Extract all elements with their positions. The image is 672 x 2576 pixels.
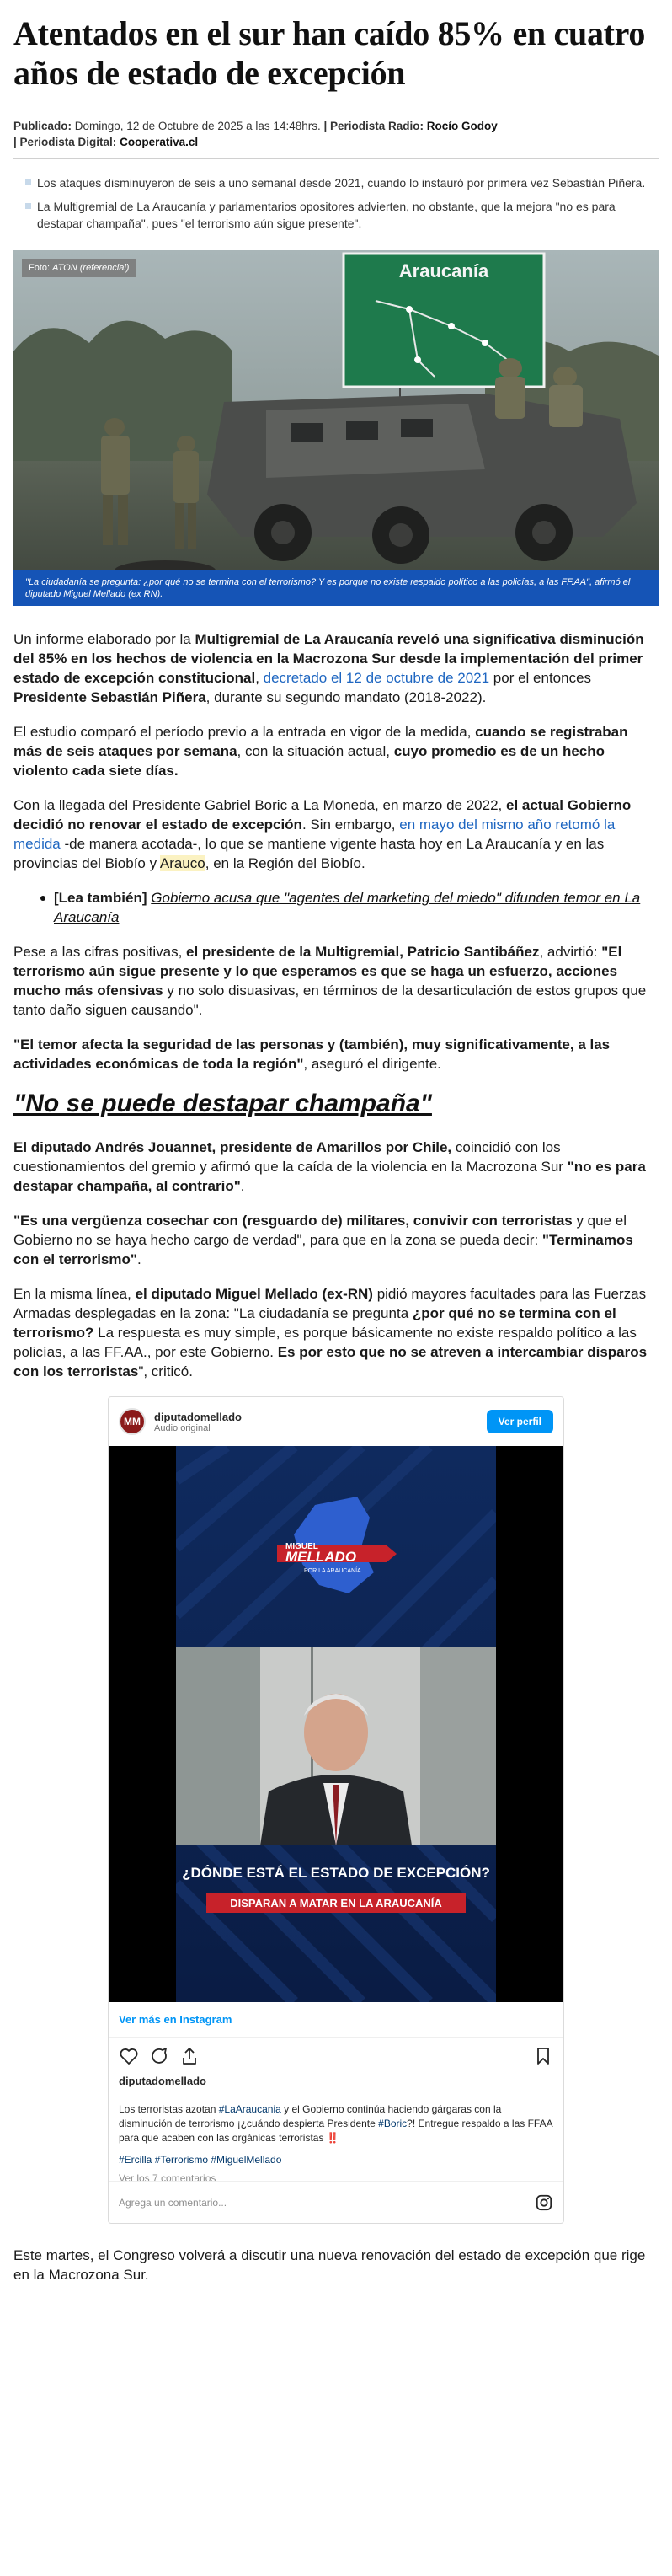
decree-link[interactable]: decretado el 12 de octubre de 2021 (263, 670, 490, 686)
bold-text: Es por esto que no se atreven a intercambiar disparos con los terroristas (13, 1344, 648, 1379)
view-profile-button[interactable]: Ver perfil (487, 1410, 553, 1433)
text: , advirtió: (539, 944, 602, 960)
bold-text: el actual Gobierno decidió no renovar el estado de excepción (13, 797, 632, 833)
comment-icon[interactable] (149, 2046, 169, 2066)
digital-journalist-label: | Periodista Digital: (13, 136, 117, 148)
photo-credit-value: ATON (referencial) (52, 263, 130, 273)
text: , (255, 670, 264, 686)
hashtag-link[interactable]: #Boric (378, 2118, 408, 2129)
logo-line2: MELLADO (285, 1549, 357, 1565)
read-also (13, 888, 659, 927)
photo-credit-label: Foto: (29, 263, 51, 273)
bold-text: cuando se registraban más de seis ataques por semana (13, 724, 628, 759)
byline (13, 118, 659, 150)
bold-text: Presidente Sebastián Piñera (13, 689, 206, 705)
paragraph (13, 629, 659, 707)
instagram-icon[interactable] (535, 2193, 553, 2212)
text: -de manera acotada-, lo que se mantiene vigente hasta hoy en La Araucanía y en las provincias del Biobío y (13, 836, 605, 871)
text: , durante su segundo mandato (2018-2022). (205, 689, 487, 705)
logo-line3: POR LA ARAUCANÍA (304, 1568, 361, 1574)
radio-journalist-label: | Periodista Radio: (323, 120, 424, 132)
text: , en la Región del Biobío. (205, 855, 365, 871)
radio-journalist-link[interactable]: Rocío Godoy (426, 120, 498, 132)
may-measure-link[interactable]: en mayo del mismo año retomó la medida (13, 817, 616, 852)
instagram-actions (109, 2038, 563, 2075)
bookmark-icon[interactable] (533, 2046, 553, 2066)
read-also-label: [Lea también] (54, 890, 147, 906)
instagram-account-name[interactable]: diputadomellado (119, 2075, 206, 2087)
logo-line1: MIGUEL (285, 1542, 318, 1551)
summary-bullet: Los ataques disminuyeron de seis a uno semanal desde 2021, cuando lo instauró por primera vez Sebastián Piñera. (25, 174, 659, 191)
bold-text: El diputado Andrés Jouannet, presidente de Amarillos por Chile, (13, 1139, 452, 1155)
summary-bullets (13, 174, 659, 232)
published-date: Domingo, 12 de Octubre de 2025 a las 14:48hrs. (74, 120, 321, 132)
paragraph (13, 942, 659, 1020)
video-question: ¿DÓNDE ESTÁ EL ESTADO DE EXCEPCIÓN? (182, 1865, 490, 1881)
text: La respuesta es muy simple, es porque básicamente no existe respaldo político a las policías, a las FF.AA., por este Gobierno. (13, 1325, 637, 1360)
video-frame (176, 1446, 496, 2002)
bold-text: ¿por qué no se termina con el terrorismo? (13, 1305, 616, 1341)
text: por el entonces (489, 670, 592, 686)
road-sign-text: Araucanía (398, 260, 489, 281)
closing-paragraph: Este martes, el Congreso volverá a discutir una nueva renovación del estado de excepción que rige en la Macrozona Sur. (13, 2247, 646, 2283)
text: . (240, 1178, 245, 1194)
caption-text: y el Gobierno continúa haciendo gárgaras con la disminución de terrorismo ¡¿cuándo despierta Presidente (119, 2103, 502, 2129)
caption-text: ?! Entregue respaldo a las FFAA para que acaben con las orgánicas terroristas ‼️ (119, 2118, 552, 2144)
share-icon[interactable] (179, 2046, 200, 2066)
paragraph (13, 722, 659, 780)
text: Pese a las cifras positivas, (13, 944, 187, 960)
bold-text: cuyo promedio es de un hecho violento cada siete días. (13, 743, 605, 779)
text: Con la llegada del Presidente Gabriel Boric a La Moneda, en marzo de 2022, (13, 797, 506, 813)
hashtag-link[interactable]: #LaAraucania (218, 2103, 281, 2115)
text: y no solo disuasivas, en términos de la desarticulación de estos grupos que tanto daño siguen causando". (13, 983, 647, 1018)
instagram-hashtags[interactable]: #Ercilla #Terrorismo #MiguelMellado (119, 2154, 282, 2166)
text: . Sin embargo, (301, 817, 400, 833)
bold-text: el diputado Miguel Mellado (ex-RN) (135, 1286, 373, 1302)
text: , con la situación actual, (237, 743, 394, 759)
read-also-link[interactable]: Gobierno acusa que "agentes del marketing del miedo" difunden temor en La Araucanía (54, 890, 641, 925)
instagram-audio[interactable]: Audio original (154, 1422, 211, 1433)
paragraph (13, 795, 659, 873)
paragraph (13, 1211, 659, 1269)
hero-photo-illustration (13, 250, 659, 606)
instagram-header (109, 1397, 563, 1446)
summary-bullet: La Multigremial de La Araucanía y parlamentarios opositores advierten, no obstante, que la mejora "no es para destapar champaña", pues "el terrorismo aún sigue presente". (25, 198, 659, 232)
bold-text: "Es una vergüenza cosechar con (resguardo de) militares, convivir con terroristas (13, 1213, 573, 1229)
text: El estudio comparó el período previo a la entrada en vigor de la medida, (13, 724, 476, 740)
bold-text: "El temor afecta la seguridad de las personas y (también), muy significativamente, a las actividades económicas de toda la región" (13, 1036, 611, 1072)
text: Un informe elaborado por la (13, 631, 195, 647)
paragraph (13, 1284, 659, 1381)
view-comments-link[interactable]: Ver los 7 comentarios (119, 2172, 216, 2184)
text: ", criticó. (138, 1363, 193, 1379)
bold-text: el presidente de la Multigremial, Patricio Santibáñez (186, 944, 540, 960)
text: coincidió con los cuestionamientos del gremio y afirmó que la caída de la violencia en la Macrozona Sur (13, 1139, 568, 1175)
published-label: Publicado: (13, 120, 72, 132)
text: . (136, 1251, 141, 1267)
avatar[interactable]: MM (119, 1408, 146, 1435)
text: , aseguró el dirigente. (303, 1056, 441, 1072)
bold-text: Multigremial de La Araucanía reveló una significativa disminución del 85% en los hechos de violencia en la Macrozona Sur desde la implementación del primer estado de excepción constitucional (13, 631, 644, 686)
video-graphic (176, 1446, 496, 2002)
comment-input[interactable]: Agrega un comentario... (119, 2196, 227, 2209)
instagram-username[interactable]: diputadomellado (154, 1410, 242, 1423)
photo-credit (22, 259, 136, 277)
instagram-embed (108, 1396, 564, 2224)
paragraph (13, 1138, 659, 1196)
text: pidió mayores facultades para las Fuerzas Armadas desplegadas en la zona: "La ciudadanía se pregunta (13, 1286, 647, 1321)
article-body (13, 629, 659, 1381)
byline-divider (13, 158, 659, 159)
comment-bar (109, 2181, 563, 2223)
video-banner: DISPARAN A MATAR EN LA ARAUCANÍA (230, 1897, 442, 1909)
text: y que el Gobierno no se haya hecho cargo de verdad", para que en la zona se pueda decir: (13, 1213, 627, 1248)
heart-icon[interactable] (119, 2046, 139, 2066)
view-more-on-instagram-link[interactable]: Ver más en Instagram (109, 2002, 563, 2038)
digital-journalist-link[interactable]: Cooperativa.cl (120, 136, 199, 148)
instagram-caption (109, 2087, 563, 2145)
text: En la misma línea, (13, 1286, 136, 1302)
bold-text: "no es para destapar champaña, al contrario" (13, 1159, 646, 1194)
paragraph (13, 1035, 659, 1074)
bold-text: "El terrorismo aún sigue presente y lo que esperamos es que se haga un esfuerzo, acciones mucho más ofensivas (13, 944, 622, 999)
hero-caption: "La ciudadanía se pregunta: ¿por qué no se termina con el terrorismo? Y es porque no existe respaldo político a las policías, a las FF.AA", afirmó el diputado Miguel Mellado (ex RN). (13, 570, 659, 606)
section-subheading: "No se puede destapar champaña" (13, 1090, 432, 1117)
instagram-video[interactable] (109, 1446, 563, 2002)
instagram-user (154, 1411, 242, 1433)
hero-image[interactable] (13, 250, 659, 606)
bold-text: "Terminamos con el terrorismo" (13, 1232, 633, 1267)
caption-text: Los terroristas azotan (119, 2103, 219, 2115)
highlighted-term[interactable]: Arauco (159, 855, 205, 871)
article-headline: Atentados en el sur han caído 85% en cuatro años de estado de excepción (13, 14, 646, 92)
